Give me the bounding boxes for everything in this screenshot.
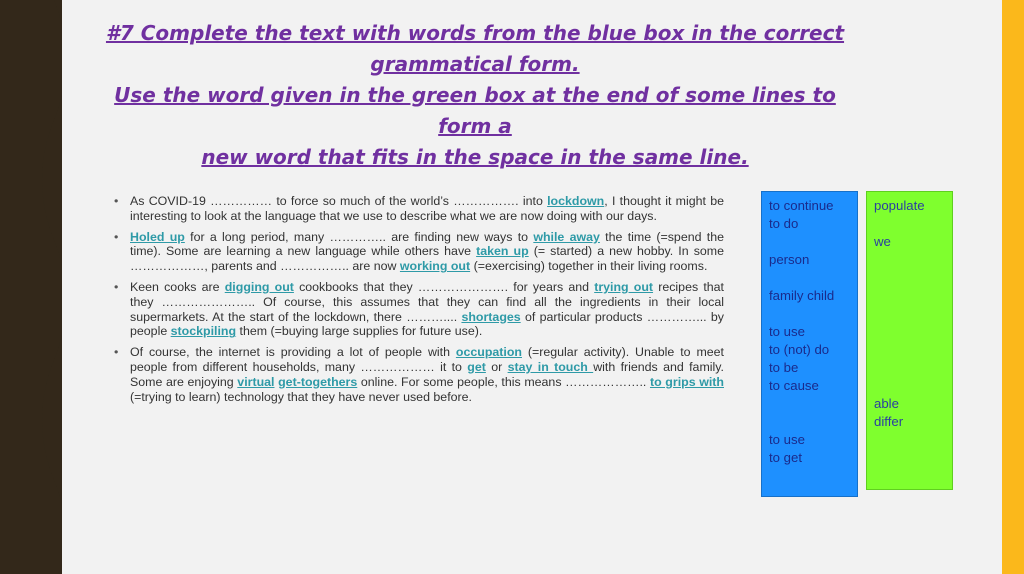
paragraph-4 [112,345,724,404]
text-content [112,194,724,410]
slide-title [90,18,860,173]
blue-word: to use [769,432,805,447]
text-segment: (=trying to learn) technology that they have never used before. [130,389,472,404]
text-segment: recipes that they ………………….. Of course, this assumes that they can find all the ingredients in their local supermarkets. At the start of the lockdown, there ……….... [130,279,724,324]
keyword-to-grips-with: to grips with [649,374,724,389]
blue-word: to get [769,450,802,465]
blue-word: person [769,252,810,267]
blue-word: to be [769,360,799,375]
title-line-1: #7 Complete the text with words from the blue box in the correct [105,21,845,45]
title-line-4: new word that fits in the space in the same line. [201,145,749,169]
blue-word: to cause [769,378,819,393]
green-word: we [874,234,891,249]
keyword-get: get [467,359,486,374]
paragraph-3 [112,280,724,339]
text-segment: (=exercising) together in their living rooms. [470,259,708,274]
text-segment: of particular products …………... by people [130,309,724,339]
text-segment: Keen cooks are [130,279,225,294]
text-segment: or [485,359,508,374]
blue-word: to do [769,216,799,231]
text-segment: the time (=spend the time). Some are learning a new language while others have [130,229,725,259]
green-word-box [866,191,953,490]
title-line-3: Use the word given in the green box at the end of some lines to form a [114,83,836,138]
green-word: populate [874,198,925,213]
green-word: differ [874,414,904,429]
text-segment: online. For some people, this means ……………….. [357,374,650,389]
keyword-digging-out: digging out [224,279,294,294]
text-segment: As COVID-19 …………… to force so much of the world’s ……………. into [130,194,548,208]
keyword-holed-up: Holed up [130,229,185,244]
keyword-working-out: working out [399,259,471,274]
keyword-virtual: virtual [237,374,275,389]
paragraph-list [112,194,724,404]
text-segment: , I thought it might be interesting to look at the language that we use to describe what we are now doing with our days. [130,194,725,223]
keyword-get-togethers: get-togethers [278,374,358,389]
keyword-stockpiling: stockpiling [170,324,237,339]
text-segment: for a long period, many ………….. are finding new ways to [184,229,534,244]
paragraph-1 [112,194,724,224]
keyword-taken-up: taken up [476,244,529,259]
title-line-2: grammatical form. [370,52,580,76]
text-segment: them (=buying large supplies for future use). [236,324,483,339]
keyword-occupation: occupation [455,345,522,360]
blue-word-box [761,191,858,497]
text-segment: cookbooks that they …………………. for years and [293,279,595,294]
keyword-lockdown: lockdown [547,194,605,208]
paragraph-2 [112,230,724,274]
keyword-while-away: while away [533,229,600,244]
right-accent-bar [1002,0,1024,574]
green-word: able [874,396,899,411]
keyword-shortages: shortages [461,309,521,324]
keyword-stay-in-touch: stay in touch [507,359,594,374]
text-segment: Of course, the internet is providing a lot of people with [130,345,456,360]
blue-word: to continue [769,198,834,213]
text-segment: with friends and family. Some are enjoying [130,359,724,389]
text-segment: (= started) a new hobby. In some ………………, parents and …………….. are now [130,244,724,274]
text-segment: (=regular activity). Unable to meet people from different households, many ……………… it to [130,345,724,374]
keyword-trying-out: trying out [594,279,654,294]
blue-word: to use [769,324,805,339]
blue-word: family child [769,288,835,303]
blue-word: to (not) do [769,342,830,357]
